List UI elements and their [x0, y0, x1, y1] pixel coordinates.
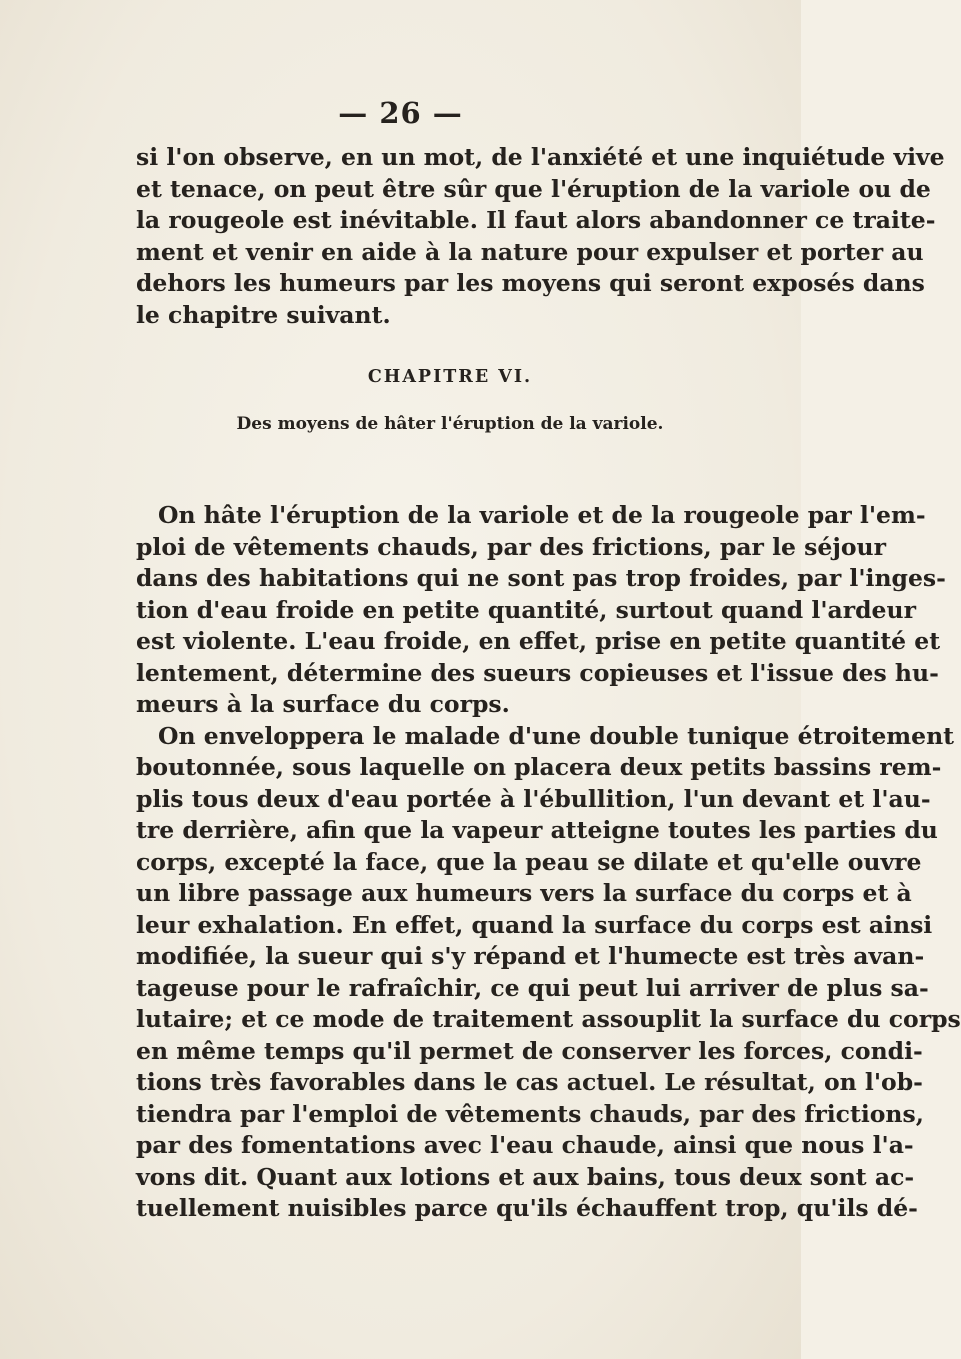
text-line: lutaire; et ce mode de traitement assouplit la surface du corps	[136, 1005, 961, 1033]
text-line: est violente. L'eau froide, en effet, prise en petite quantité et	[136, 627, 941, 655]
text-line: leur exhalation. En effet, quand la surface du corps est ainsi	[136, 910, 933, 939]
text-line: ment et venir en aide à la nature pour expulser et porter au	[136, 237, 924, 266]
text-line: si l'on observe, en un mot, de l'anxiété et une inquiétude vive	[136, 143, 945, 171]
text-line: un libre passage aux humeurs vers la surface du corps et à	[136, 879, 912, 907]
text-line: tions très favorables dans le cas actuel. Le résultat, on l'ob-	[136, 1068, 923, 1096]
text-line: vons dit. Quant aux lotions et aux bains, tous deux sont ac-	[136, 1162, 915, 1191]
text-line: dans des habitations qui ne sont pas trop froides, par l'inges-	[136, 564, 946, 592]
text-line: corps, excepté la face, que la peau se dilate et qu'elle ouvre	[136, 847, 922, 876]
text-line: tiendra par l'emploi de vêtements chauds, par des frictions,	[136, 1099, 924, 1128]
text-line: On hâte l'éruption de la variole et de la rougeole par l'em-	[158, 501, 926, 529]
text-line: plis tous deux d'eau portée à l'ébullition, l'un devant et l'au-	[136, 784, 931, 813]
text-line: modifiée, la sueur qui s'y répand et l'humecte est très avan-	[136, 942, 925, 970]
text-line: tageuse pour le rafraîchir, ce qui peut lui arriver de plus sa-	[136, 973, 929, 1002]
text-line: le chapitre suivant.	[136, 300, 391, 329]
text-line: tuellement nuisibles parce qu'ils échauffent trop, qu'ils dé-	[136, 1194, 918, 1222]
text-line: lentement, détermine des sueurs copieuses et l'issue des hu-	[136, 658, 939, 687]
text-line: meurs à la surface du corps.	[136, 690, 510, 718]
text-line: et tenace, on peut être sûr que l'éruption de la variole ou de	[136, 174, 931, 203]
text-line: en même temps qu'il permet de conserver les forces, condi-	[136, 1036, 923, 1065]
text-line: ploi de vêtements chauds, par des frictions, par le séjour	[136, 532, 887, 561]
chapter-body	[136, 500, 961, 1225]
intro-paragraph	[136, 142, 945, 331]
text-line: dehors les humeurs par les moyens qui seront exposés dans	[136, 269, 925, 297]
text-line: On enveloppera le malade d'une double tunique étroitement	[158, 721, 955, 750]
text-line: boutonnée, sous laquelle on placera deux petits bassins rem-	[136, 753, 942, 781]
text-line: par des fomentations avec l'eau chaude, ainsi que nous l'a-	[136, 1131, 914, 1159]
text-line: tion d'eau froide en petite quantité, surtout quand l'ardeur	[136, 595, 916, 624]
chapter-title: CHAPITRE VI.	[367, 367, 533, 387]
text-line: tre derrière, afin que la vapeur atteigne toutes les parties du	[136, 816, 938, 844]
text-line: la rougeole est inévitable. Il faut alors abandonner ce traite-	[136, 206, 936, 234]
page-number: — 26 —	[338, 96, 463, 130]
chapter-subtitle: Des moyens de hâter l'éruption de la variole.	[236, 414, 664, 434]
